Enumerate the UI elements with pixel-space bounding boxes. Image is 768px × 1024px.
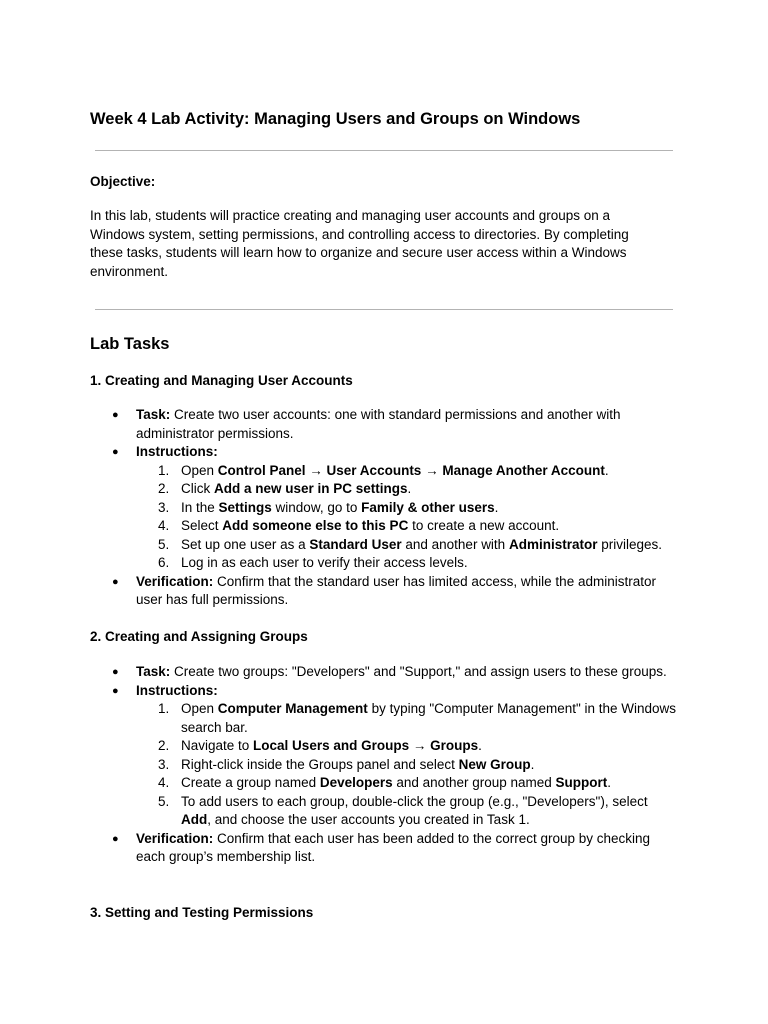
step-text: Right-click inside the Groups panel and select <box>181 756 459 772</box>
list-item <box>90 406 680 443</box>
step-item <box>90 517 680 536</box>
step-emphasis: Computer Management <box>217 701 368 716</box>
step-emphasis: Standard User <box>309 536 402 552</box>
section-heading: 1. Creating and Managing User Accounts <box>90 373 353 388</box>
step-text: Log in as each user to verify their access levels. <box>181 555 468 570</box>
task-list <box>90 663 680 867</box>
section-heading: 2. Creating and Assigning Groups <box>90 629 308 644</box>
list-item <box>90 830 680 867</box>
step-number: 3. <box>158 756 170 772</box>
instructions-label: Instructions: <box>136 682 218 698</box>
step-text: and another with <box>401 536 509 552</box>
task-label: Task: <box>136 664 171 679</box>
divider <box>95 309 673 310</box>
steps-list <box>90 462 680 573</box>
step-number: 4. <box>158 518 170 533</box>
step-number: 1. <box>158 462 170 478</box>
step-item <box>90 737 680 756</box>
step-text: privileges. <box>597 536 662 552</box>
step-number: 2. <box>158 481 170 496</box>
step-text: . <box>530 756 535 772</box>
step-number: 1. <box>158 701 170 716</box>
step-emphasis: Control Panel → User Accounts → Manage Another Account <box>217 462 605 478</box>
list-item <box>90 663 680 682</box>
page-title: Week 4 Lab Activity: Managing Users and Groups on Windows <box>90 110 581 128</box>
step-item <box>90 536 680 555</box>
step-text: by typing "Computer Management" in the Windows search bar. <box>181 701 677 735</box>
step-text: . <box>604 462 609 478</box>
step-text: Set up one user as a <box>181 536 310 552</box>
step-number: 3. <box>158 499 170 515</box>
step-item <box>90 480 680 499</box>
step-item <box>90 499 680 518</box>
step-text: to create a new account. <box>408 518 560 533</box>
step-number: 6. <box>158 555 170 570</box>
step-number: 5. <box>158 793 170 809</box>
verification-text: Confirm that the standard user has limited access, while the administrator user has full permissions. <box>136 573 656 607</box>
step-text: Open <box>181 462 218 478</box>
list-item <box>90 573 680 610</box>
step-text: Select <box>181 518 223 533</box>
task-label: Task: <box>136 407 171 422</box>
step-item <box>90 462 680 481</box>
step-text: . <box>407 481 412 496</box>
step-item <box>90 774 680 793</box>
step-text: . <box>478 738 482 753</box>
steps-list <box>90 700 680 830</box>
step-item <box>90 756 680 775</box>
objective-text: In this lab, students will practice creating and managing user accounts and groups on a Windows system, setting permissions, and controlling access to directories. By completing these tasks, students will learn how to organize and secure user access within a Windows environment. <box>90 208 629 279</box>
step-emphasis: Settings <box>218 499 272 515</box>
step-emphasis: Add a new user in PC settings <box>214 481 408 496</box>
step-text: . <box>494 499 499 515</box>
bullet-icon: ● <box>112 832 119 845</box>
task-list <box>90 406 680 610</box>
bullet-icon: ● <box>112 446 119 458</box>
step-text: To add users to each group, double-click the group (e.g., "Developers"), select <box>181 793 648 809</box>
step-number: 4. <box>158 775 170 790</box>
step-item <box>90 793 680 830</box>
step-text: and another group named <box>392 775 556 790</box>
step-item <box>90 554 680 573</box>
task-text: Create two user accounts: one with standard permissions and another with administrator permissions. <box>136 407 621 441</box>
step-text: In the <box>181 499 219 515</box>
list-item <box>90 682 680 830</box>
step-emphasis: New Group <box>458 756 531 772</box>
step-text: Click <box>181 481 214 496</box>
step-text: Navigate to <box>181 738 254 753</box>
step-number: 2. <box>158 738 170 753</box>
verification-label: Verification: <box>136 573 214 589</box>
step-emphasis: Support <box>555 775 608 790</box>
bullet-icon: ● <box>112 666 119 678</box>
verification-label: Verification: <box>136 830 214 846</box>
step-emphasis: Developers <box>319 775 393 790</box>
bullet-icon: ● <box>112 684 119 697</box>
list-item <box>90 443 680 573</box>
step-text: window, go to <box>271 499 362 515</box>
bullet-icon: ● <box>112 409 119 421</box>
step-text: Open <box>181 701 218 716</box>
bullet-icon: ● <box>112 575 119 588</box>
step-emphasis: Local Users and Groups → Groups <box>253 738 479 753</box>
section-heading: 3. Setting and Testing Permissions <box>90 905 314 920</box>
verification-text: Confirm that each user has been added to the correct group by checking each group’s membership list. <box>136 830 651 864</box>
step-text: , and choose the user accounts you created in Task 1. <box>207 812 530 827</box>
step-emphasis: Add <box>181 812 208 827</box>
divider <box>95 150 673 151</box>
step-text: Create a group named <box>181 775 320 790</box>
objective-label: Objective: <box>90 174 156 189</box>
step-emphasis: Family & other users <box>361 499 495 515</box>
step-item <box>90 700 680 737</box>
lab-tasks-heading: Lab Tasks <box>90 335 170 353</box>
step-number: 5. <box>158 536 170 552</box>
step-emphasis: Add someone else to this PC <box>222 518 409 533</box>
task-text: Create two groups: "Developers" and "Support," and assign users to these groups. <box>170 664 667 679</box>
step-emphasis: Administrator <box>508 536 598 552</box>
instructions-label: Instructions: <box>136 444 218 459</box>
step-text: . <box>607 775 612 790</box>
